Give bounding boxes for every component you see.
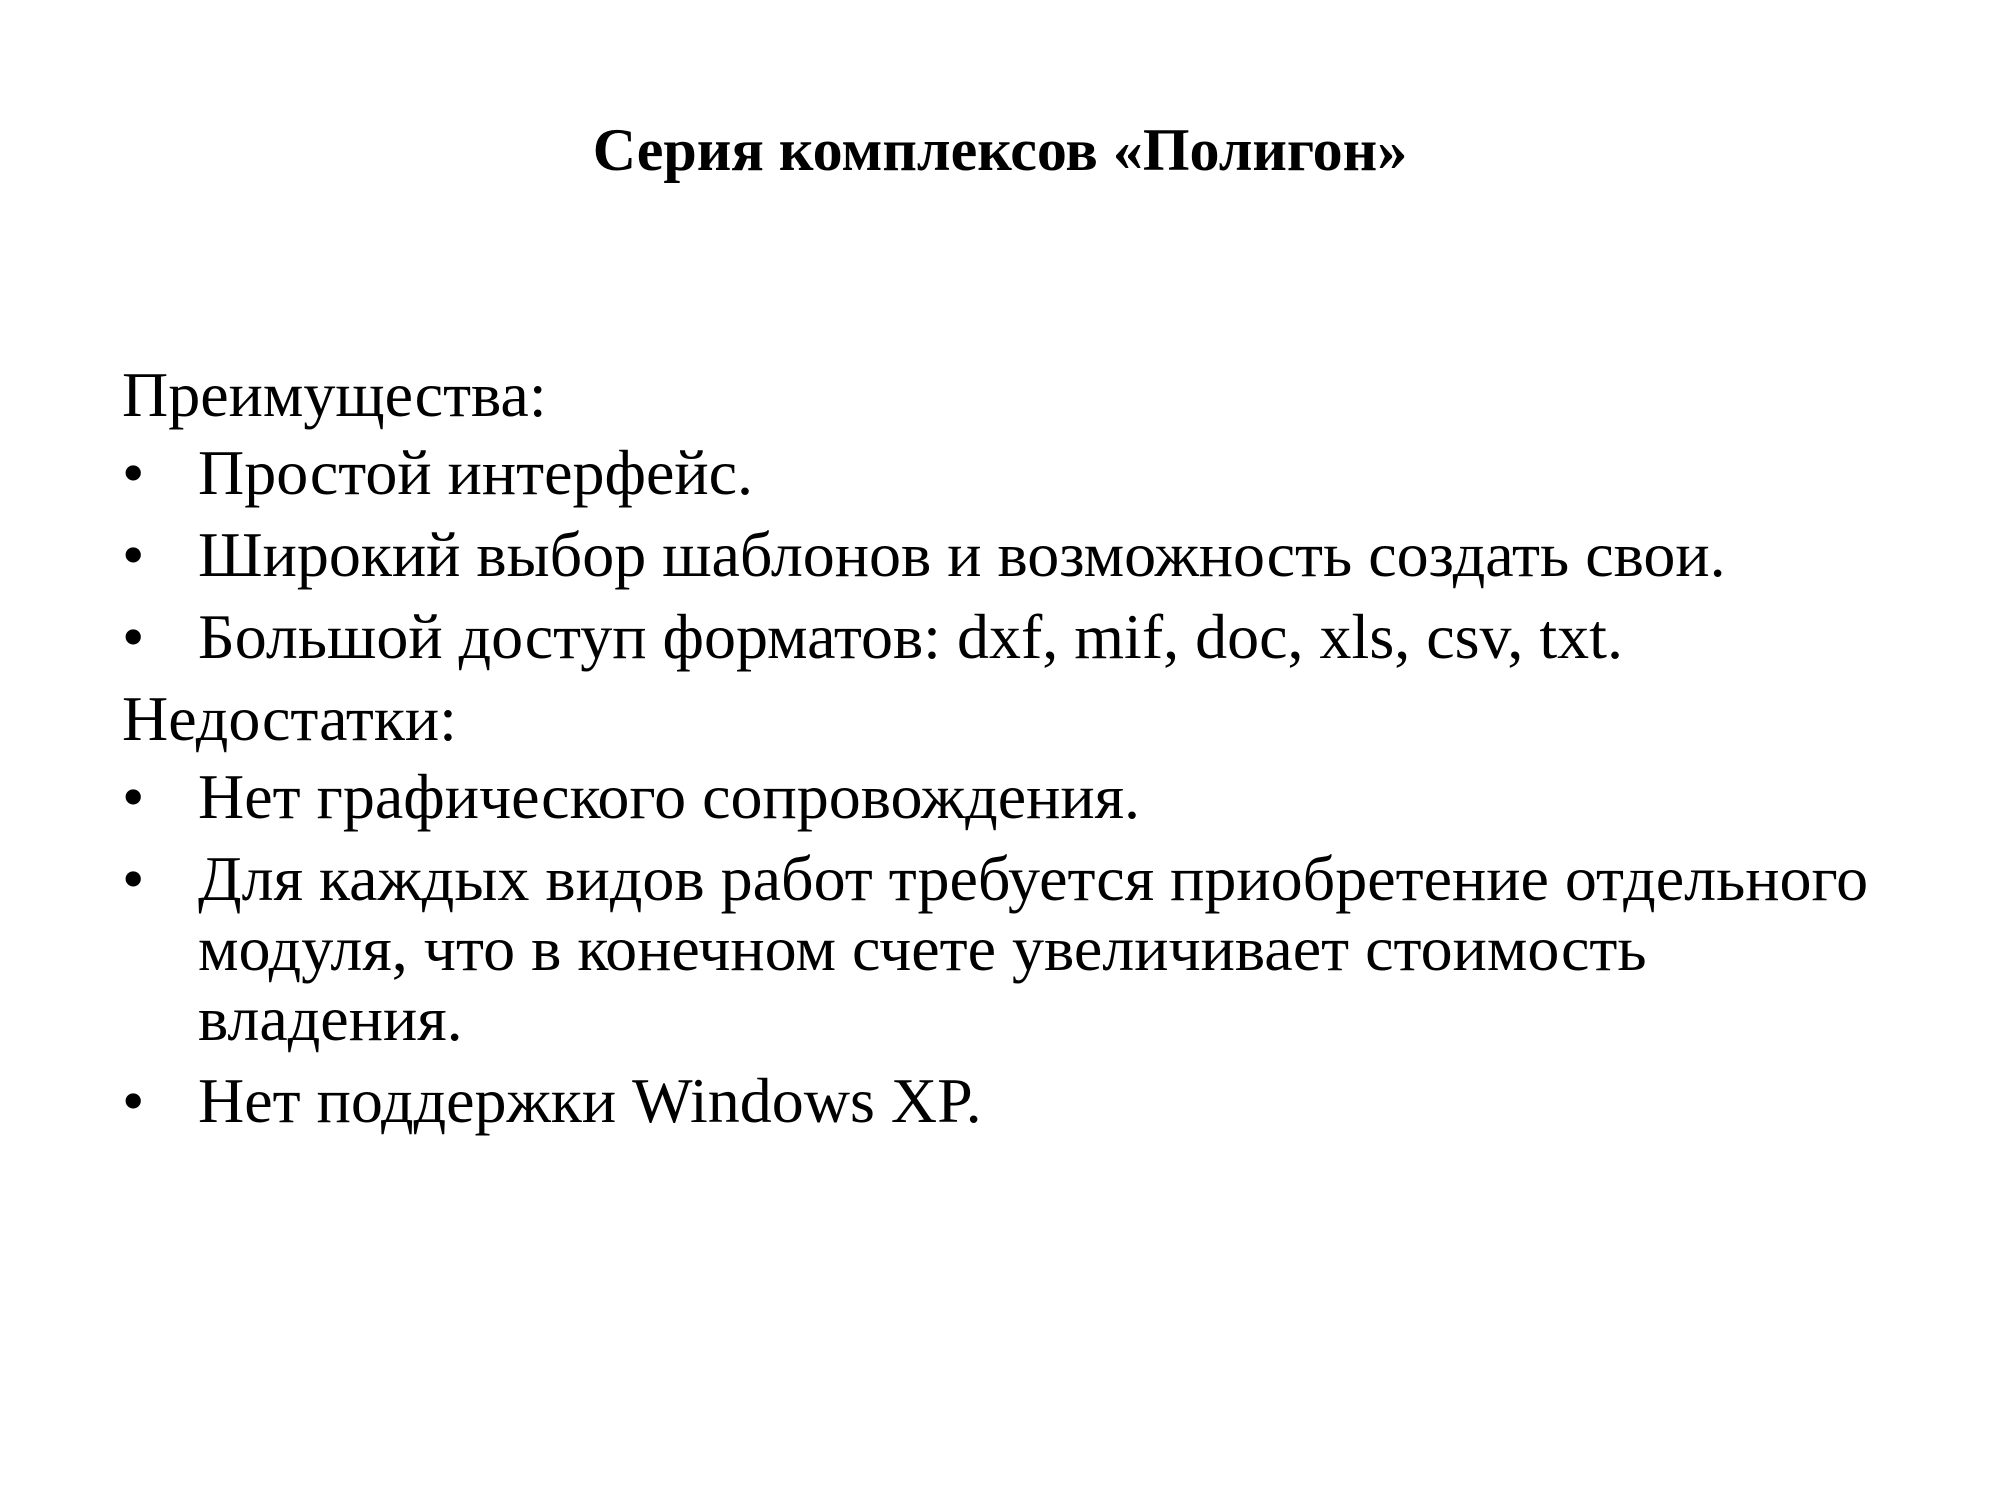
list-item xyxy=(122,438,1902,508)
slide-body xyxy=(122,360,1902,1148)
bullet-icon: • xyxy=(122,843,145,914)
list-item-text: Нет поддержки Windows XP. xyxy=(198,1065,982,1136)
list-item-text: Широкий выбор шаблонов и возможность создать свои. xyxy=(198,519,1726,590)
advantages-list xyxy=(122,438,1902,672)
list-item-text: Для каждых видов работ требуется приобретение отдельного модуля, что в конечном счете увеличивает стоимость владения. xyxy=(198,843,1869,1054)
list-item xyxy=(122,762,1902,832)
bullet-icon: • xyxy=(122,519,145,590)
bullet-icon: • xyxy=(122,601,145,672)
list-item xyxy=(122,844,1902,1054)
bullet-icon: • xyxy=(122,1065,145,1136)
bullet-icon: • xyxy=(122,761,145,832)
list-item xyxy=(122,520,1902,590)
list-item-text: Простой интерфейс. xyxy=(198,437,753,508)
bullet-icon: • xyxy=(122,437,145,508)
list-item-text: Нет графического сопровождения. xyxy=(198,761,1141,832)
list-item xyxy=(122,1066,1902,1136)
disadvantages-list xyxy=(122,762,1902,1136)
section-heading-disadvantages: Недостатки: xyxy=(122,683,457,754)
list-item xyxy=(122,602,1902,672)
list-item-text: Большой доступ форматов: dxf, mif, doc, xls, csv, txt. xyxy=(198,601,1623,672)
section-heading-advantages: Преимущества: xyxy=(122,359,547,430)
slide-title: Серия комплексов «Полигон» xyxy=(592,117,1408,183)
